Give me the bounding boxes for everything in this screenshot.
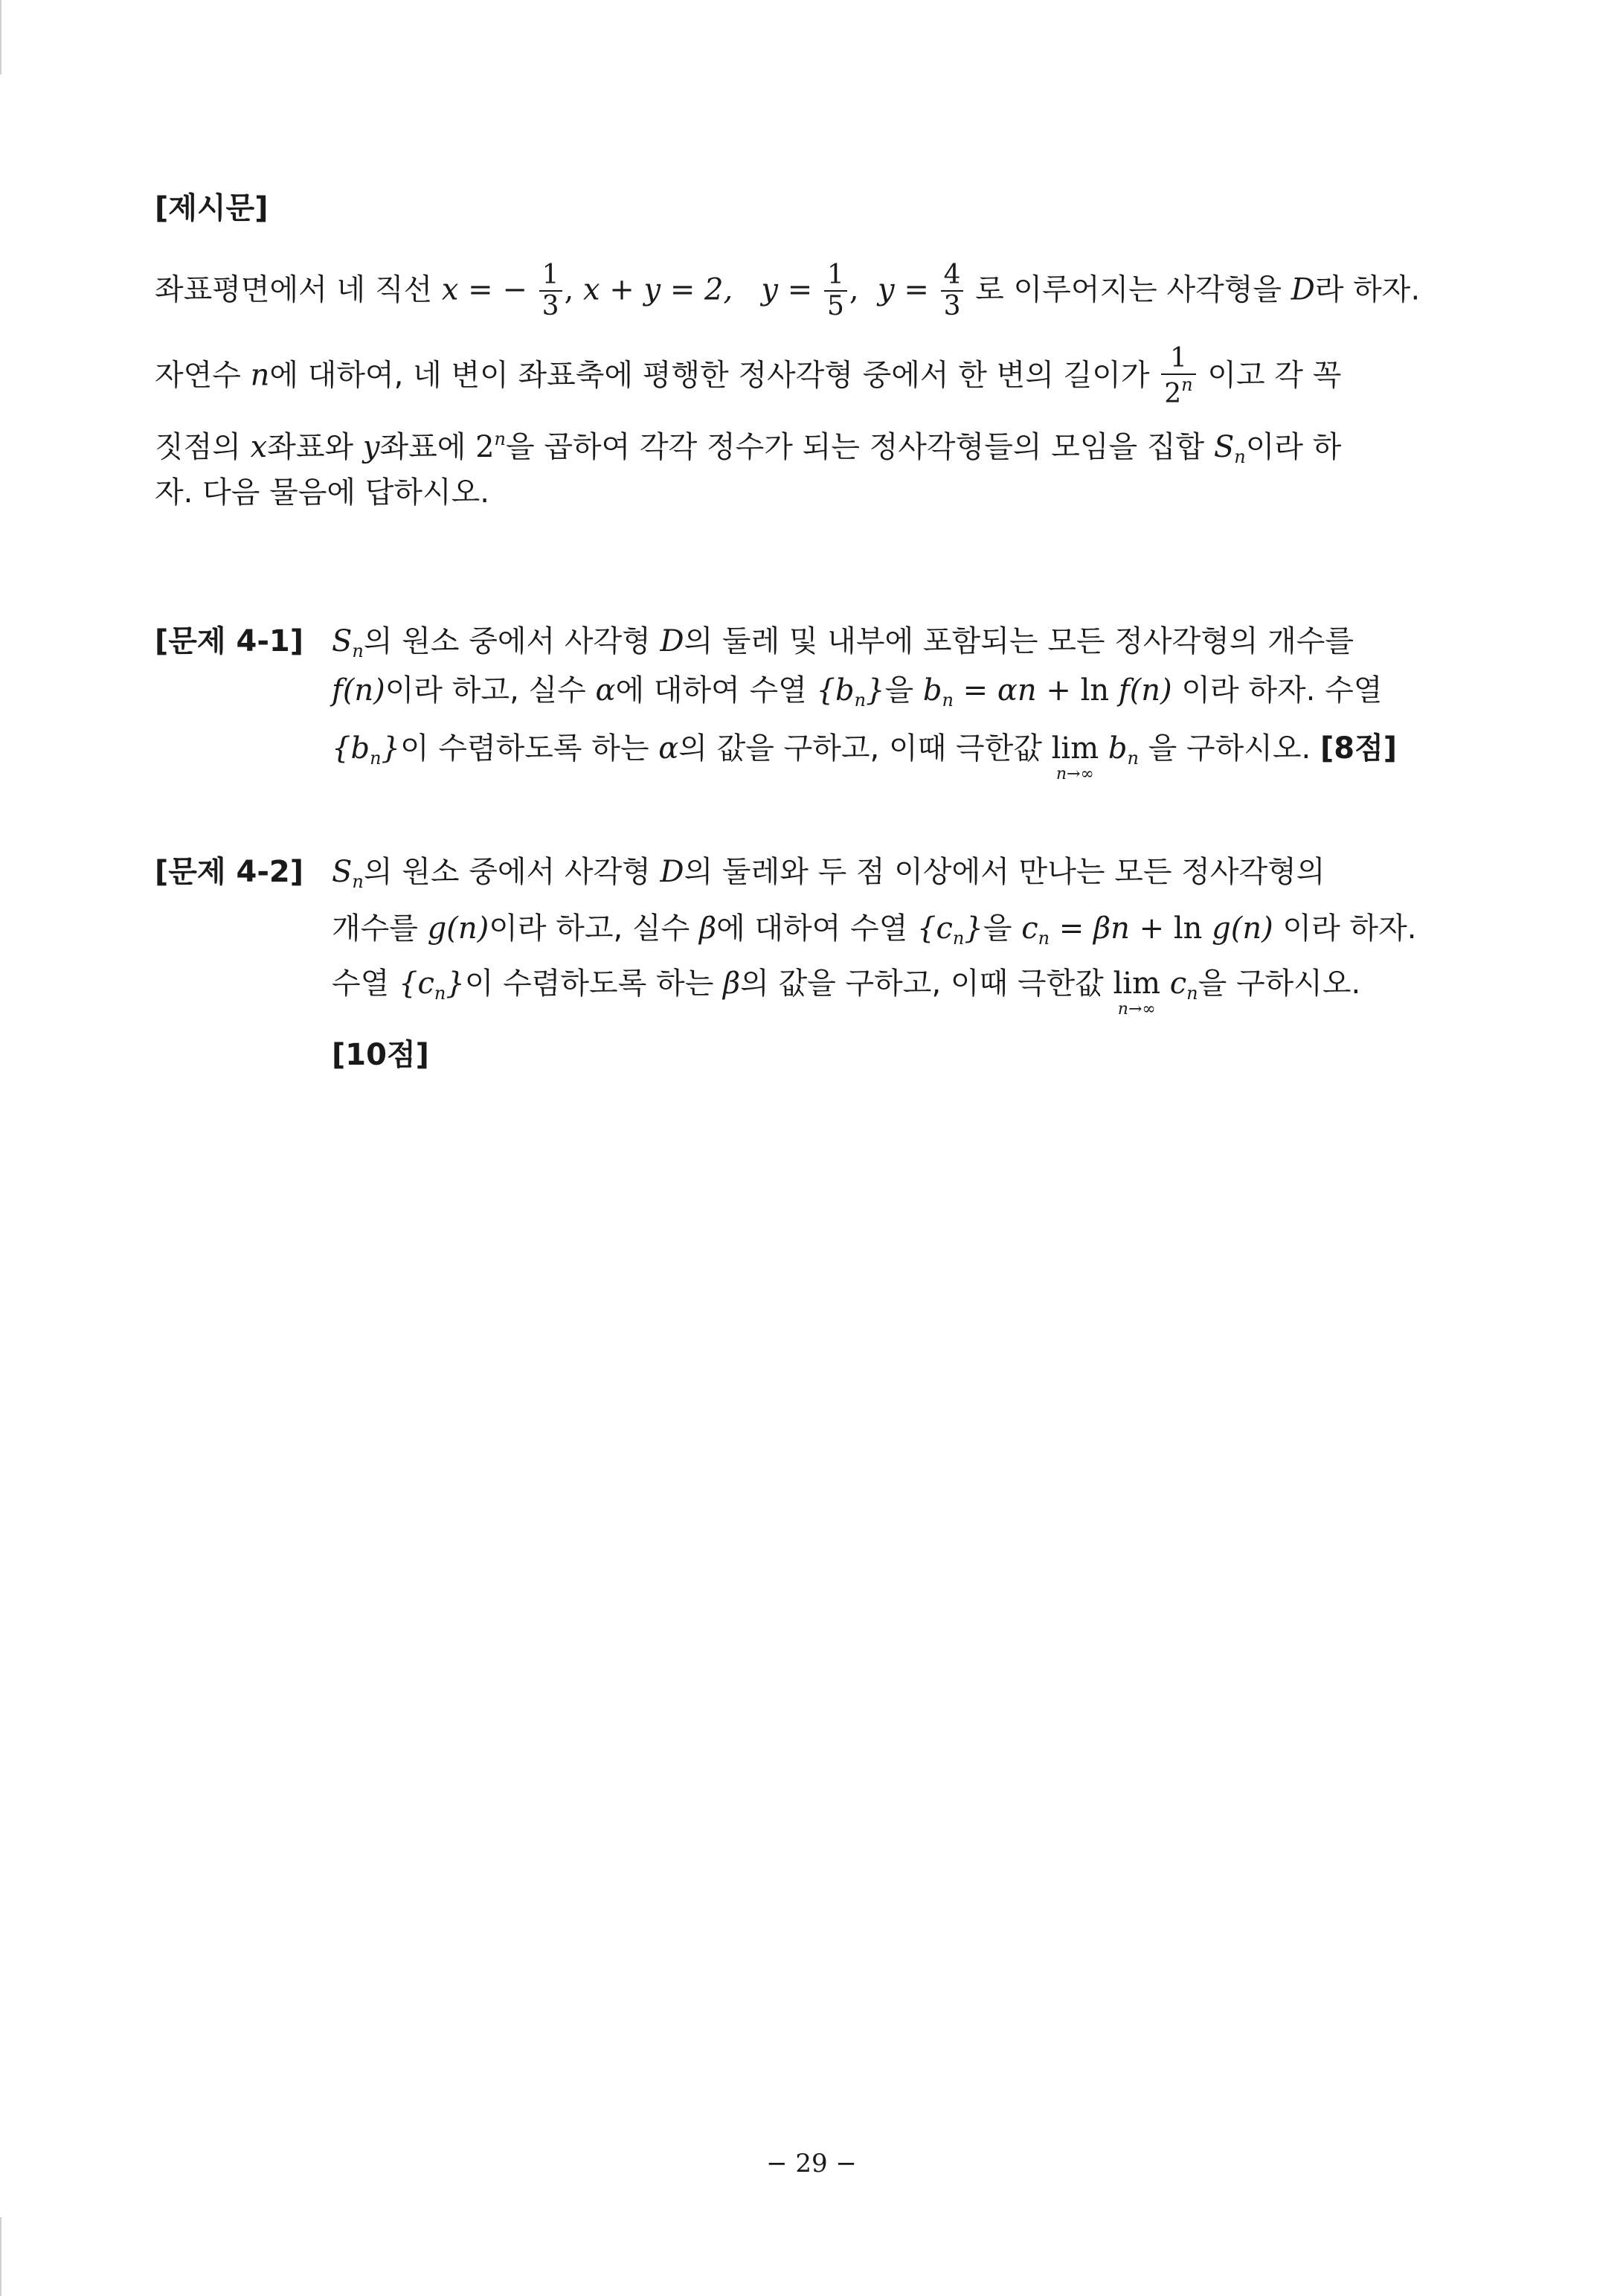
math-var: g xyxy=(1202,911,1231,946)
math-var: S xyxy=(332,624,353,658)
limit-operator xyxy=(1113,966,1161,1022)
problem-4-1-line-3 xyxy=(332,731,1398,786)
problem-text: 이라 하고, 실수 xyxy=(489,911,699,946)
exponent: n xyxy=(1181,374,1193,396)
fraction-one-third xyxy=(539,260,562,322)
math-var: x xyxy=(441,272,459,307)
problem-text: 의 둘레와 두 점 이상에서 만나는 모든 정사각형의 xyxy=(684,855,1325,889)
math-var: c xyxy=(1169,966,1187,1001)
math-expression: (n) xyxy=(1129,673,1172,708)
limit-subscript: n→∞ xyxy=(1117,1000,1156,1019)
subscript: n xyxy=(1038,928,1050,949)
math-var: n xyxy=(250,358,270,393)
passage-text: 좌표평면에서 네 직선 xyxy=(155,272,442,307)
math-expression: (n) xyxy=(342,673,385,708)
passage-text: 로 이루어지는 사각형을 xyxy=(965,272,1291,307)
math-var: β xyxy=(698,911,717,946)
math-op: , xyxy=(564,272,583,307)
problem-text: 이라 하자. 수열 xyxy=(1172,673,1383,708)
problem-text: 의 값을 구하고, 이때 극한값 xyxy=(678,731,1052,766)
passage-text: 자연수 xyxy=(155,358,251,393)
math-sequence: {c xyxy=(917,911,953,946)
math-var: f xyxy=(332,673,343,708)
problem-4-2-line-2 xyxy=(332,911,1417,949)
math-op: = − xyxy=(458,272,537,307)
math-var: α xyxy=(595,673,616,708)
math-var: y xyxy=(362,430,380,464)
problem-text: 의 둘레 및 내부에 포함되는 모든 정사각형의 개수를 xyxy=(684,624,1354,658)
math-expression: x + y = 2, xyxy=(583,272,733,307)
page-number: − 29 − xyxy=(766,2149,857,2178)
passage-line-2 xyxy=(155,344,1341,410)
math-var: g xyxy=(427,911,447,946)
subscript: n xyxy=(854,690,867,711)
passage-line-3 xyxy=(155,430,1341,466)
subscript: n xyxy=(952,928,965,949)
problem-4-1-label: [문제 4-1] xyxy=(155,624,304,658)
problem-4-2-label: [문제 4-2] xyxy=(155,855,304,889)
exponent: n xyxy=(494,429,507,449)
passage-text: 좌표에 xyxy=(379,430,476,464)
math-var: D xyxy=(660,855,684,889)
problem-text: 이 수렴하도록 하는 xyxy=(399,731,659,766)
passage-text: 라 하자. xyxy=(1314,272,1421,307)
problem-text: 의 원소 중에서 사각형 xyxy=(363,624,661,658)
problem-text: 이 수렴하도록 하는 xyxy=(464,966,724,1001)
problem-4-1-line-2 xyxy=(332,673,1383,711)
math-sequence: } xyxy=(446,966,465,1001)
subscript: n xyxy=(1127,748,1139,769)
problem-text: 의 원소 중에서 사각형 xyxy=(363,855,661,889)
math-expression: (n) xyxy=(1230,911,1273,946)
corner-mark-bottom xyxy=(0,2217,1,2296)
passage-text: 짓점의 xyxy=(155,430,251,464)
limit-subscript: n→∞ xyxy=(1055,765,1094,783)
problem-text: 을 구하시오. xyxy=(1198,966,1361,1001)
fraction-numerator: 1 xyxy=(539,260,562,292)
fraction-one-over-two-pow-n xyxy=(1161,344,1195,410)
passage-text: 에 대하여, 네 변이 좌표축에 평행한 정사각형 중에서 한 변의 길이가 xyxy=(269,358,1160,393)
passage-line-1 xyxy=(155,260,1420,322)
math-var: β xyxy=(723,966,741,1001)
problem-4-2-line-3 xyxy=(332,966,1361,1022)
math-var: D xyxy=(1291,272,1315,307)
problem-text: 의 값을 구하고, 이때 극한값 xyxy=(740,966,1113,1001)
problem-text: 에 대하여 수열 xyxy=(615,673,817,708)
fraction-numerator: 4 xyxy=(941,260,964,292)
fraction-numerator: 1 xyxy=(824,260,847,292)
problem-text: 에 대하여 수열 xyxy=(716,911,918,946)
problem-text: 개수를 xyxy=(332,911,428,946)
fraction-denominator: 5 xyxy=(826,291,844,322)
math-function: ln xyxy=(1080,673,1110,708)
fraction-numerator: 1 xyxy=(1161,344,1195,375)
passage-text: 좌표와 xyxy=(267,430,363,464)
math-op: = xyxy=(777,272,822,307)
limit-text: lim xyxy=(1113,966,1161,1001)
math-var: f xyxy=(1109,673,1130,708)
problem-text: 이라 하자. xyxy=(1273,911,1417,946)
subscript: n xyxy=(942,690,954,711)
math-var: c xyxy=(1021,911,1038,946)
math-sequence: } xyxy=(866,673,885,708)
limit-operator xyxy=(1051,731,1099,786)
passage-text: 을 곱하여 각각 정수가 되는 정사각형들의 모임을 집합 xyxy=(506,430,1214,464)
fraction-denominator: 3 xyxy=(943,291,961,322)
math-sequence: {b xyxy=(332,731,370,766)
math-sequence: {c xyxy=(399,966,434,1001)
corner-mark-top xyxy=(0,0,1,74)
problem-text: 을 xyxy=(983,911,1022,946)
problem-4-1-line-1 xyxy=(332,626,1354,660)
subscript: n xyxy=(370,748,382,769)
passage-line-4: 자. 다음 물음에 답하시오. xyxy=(155,475,489,510)
math-sequence: } xyxy=(381,731,400,766)
math-expression: = αn + xyxy=(953,673,1081,708)
subscript: n xyxy=(434,983,446,1004)
subscript: n xyxy=(1234,446,1246,467)
problem-text: 이라 하고, 실수 xyxy=(385,673,596,708)
math-var: S xyxy=(332,855,353,889)
subscript: n xyxy=(1186,983,1198,1004)
math-sequence: } xyxy=(964,911,983,946)
passage-text: 이라 하 xyxy=(1245,430,1342,464)
subscript: n xyxy=(352,871,364,892)
passage-text: 이고 각 꼭 xyxy=(1198,358,1342,393)
math-var: y xyxy=(761,272,778,307)
problem-text: 을 xyxy=(884,673,923,708)
section-heading: [제시문] xyxy=(155,191,269,225)
math-var: D xyxy=(660,624,684,658)
limit-text: lim xyxy=(1051,731,1099,766)
problem-text: 수열 xyxy=(332,966,399,1001)
math-var: b xyxy=(1108,731,1128,766)
points-badge: [8점] xyxy=(1320,731,1398,766)
fraction-four-thirds xyxy=(941,260,964,322)
math-var: b xyxy=(922,673,942,708)
math-expression: = βn + xyxy=(1050,911,1174,946)
math-var: α xyxy=(658,731,679,766)
fraction-one-fifth xyxy=(824,260,847,322)
math-op: , xyxy=(849,272,869,307)
math-var: S xyxy=(1213,430,1235,464)
math-sequence: {b xyxy=(816,673,855,708)
fraction-denominator: 2 xyxy=(1164,379,1182,410)
fraction-denominator: 3 xyxy=(541,291,559,322)
math-function: ln xyxy=(1173,911,1203,946)
subscript: n xyxy=(352,641,364,661)
math-var: y xyxy=(878,272,895,307)
math-expression: (n) xyxy=(446,911,489,946)
math-var: x xyxy=(250,430,268,464)
problem-4-2-points: [10점] xyxy=(332,1038,429,1072)
math-number: 2 xyxy=(475,430,495,464)
math-op: = xyxy=(894,272,939,307)
problem-4-2-line-1 xyxy=(332,857,1325,891)
problem-text: 을 구하시오. xyxy=(1138,731,1320,766)
